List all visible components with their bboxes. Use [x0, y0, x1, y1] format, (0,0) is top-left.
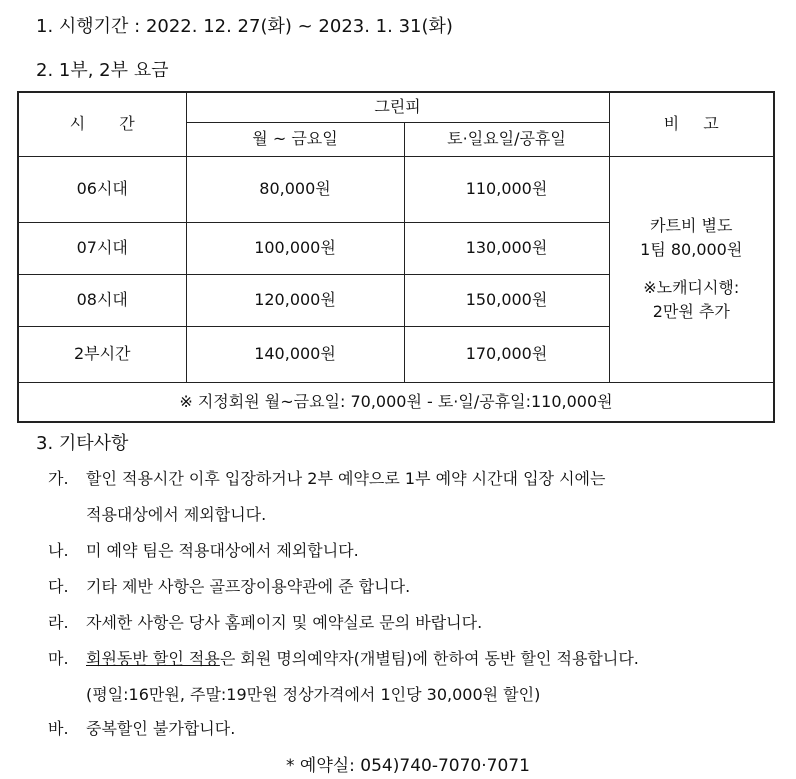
list-item — [48, 610, 482, 633]
header-time: 시간 — [18, 92, 186, 156]
list-item — [48, 502, 266, 525]
member-footnote: ※ 지정회원 월~금요일: 70,000원 - 토·일/공휴일:110,000원 — [18, 382, 774, 422]
item-text-underlined: 회원동반 할인 적용 — [86, 649, 220, 668]
row-weekend-fee: 110,000원 — [404, 156, 609, 222]
list-item — [48, 538, 359, 561]
row-weekday-fee: 140,000원 — [186, 326, 404, 382]
header-weekend: 토·일요일/공휴일 — [404, 122, 609, 156]
header-greenfee: 그린피 — [186, 92, 609, 122]
item-text: 적용대상에서 제외합니다. — [86, 505, 267, 524]
row-weekend-fee: 130,000원 — [404, 222, 609, 274]
reservation-contact: * 예약실: 054)740-7070·7071 — [286, 756, 530, 776]
item-mark: 다. — [48, 577, 69, 596]
item-mark: 가. — [48, 469, 69, 488]
note-line: 2만원 추가 — [652, 302, 730, 321]
header-weekday: 월 ~ 금요일 — [186, 122, 404, 156]
item-text: (평일:16만원, 주말:19만원 정상가격에서 1인당 30,000원 할인) — [86, 685, 541, 704]
list-item — [48, 682, 540, 705]
misc-heading: 3. 기타사항 — [36, 433, 129, 454]
list-item — [48, 466, 605, 489]
row-time: 07시대 — [18, 222, 186, 274]
table-row — [18, 156, 774, 222]
item-mark: 마. — [48, 649, 69, 668]
period-line: 1. 시행기간 : 2022. 12. 27(화) ~ 2023. 1. 31(화) — [36, 16, 453, 37]
item-text: 미 예약 팀은 적용대상에서 제외합니다. — [86, 541, 359, 560]
note-cell — [609, 156, 774, 382]
row-weekday-fee: 80,000원 — [186, 156, 404, 222]
note-line: 1팀 80,000원 — [640, 240, 743, 259]
item-text: 은 회원 명의예약자(개별팀)에 한하여 동반 할인 적용합니다. — [219, 649, 639, 668]
fee-heading: 2. 1부, 2부 요금 — [36, 60, 169, 81]
list-item — [48, 646, 639, 669]
item-mark: 나. — [48, 541, 69, 560]
item-text: 기타 제반 사항은 골프장이용약관에 준 합니다. — [86, 577, 411, 596]
row-time: 06시대 — [18, 156, 186, 222]
note-line: ※노캐디시행: — [643, 278, 740, 297]
note-line: 카트비 별도 — [650, 216, 733, 235]
item-text: 할인 적용시간 이후 입장하거나 2부 예약으로 1부 예약 시간대 입장 시에는 — [86, 469, 606, 488]
item-text: 자세한 사항은 당사 홈페이지 및 예약실로 문의 바랍니다. — [86, 613, 483, 632]
item-text: 중복할인 불가합니다. — [86, 719, 236, 738]
row-weekend-fee: 170,000원 — [404, 326, 609, 382]
list-item — [48, 574, 410, 597]
row-weekday-fee: 100,000원 — [186, 222, 404, 274]
header-note: 비고 — [609, 92, 774, 156]
fee-table — [17, 91, 775, 423]
row-weekend-fee: 150,000원 — [404, 274, 609, 326]
row-weekday-fee: 120,000원 — [186, 274, 404, 326]
list-item — [48, 716, 235, 739]
item-mark: 라. — [48, 613, 69, 632]
row-time: 2부시간 — [18, 326, 186, 382]
row-time: 08시대 — [18, 274, 186, 326]
item-mark: 바. — [48, 719, 69, 738]
